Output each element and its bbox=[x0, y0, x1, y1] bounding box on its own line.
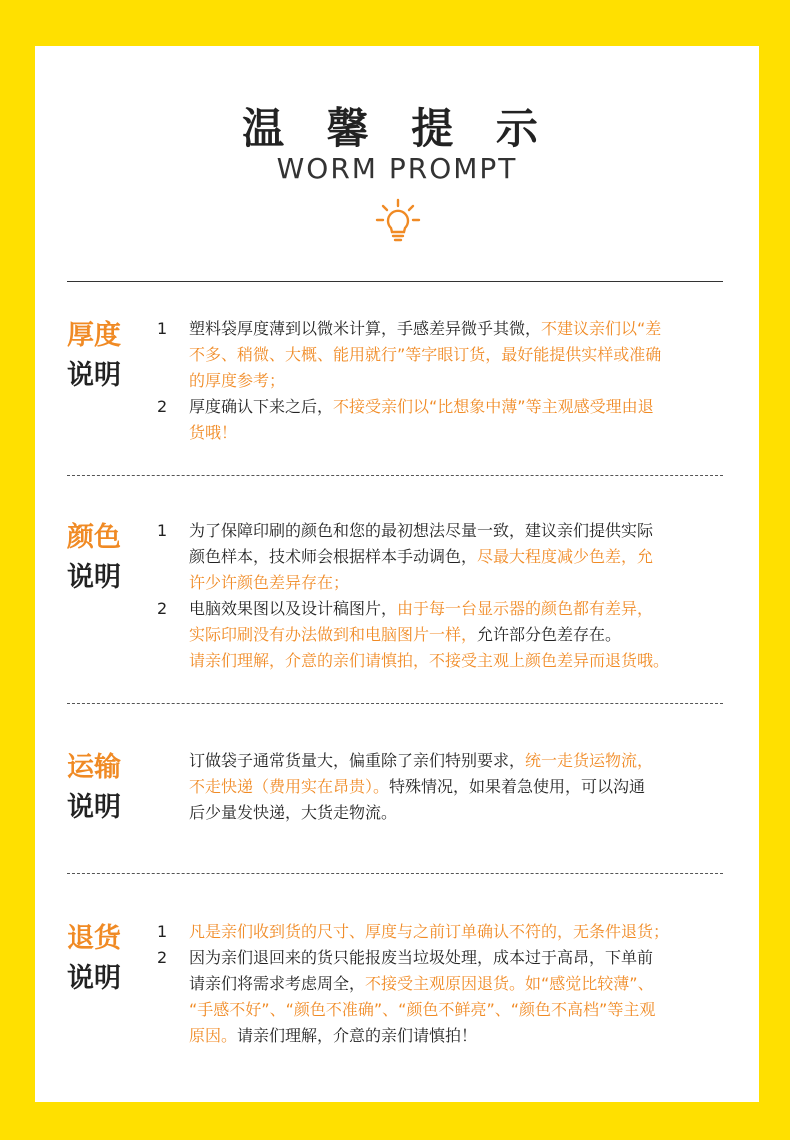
body-text: 允许部分色差存在。 bbox=[477, 625, 622, 644]
item-number: 2 bbox=[157, 397, 168, 416]
item-line bbox=[189, 800, 727, 826]
item-line bbox=[189, 919, 727, 945]
item-line bbox=[189, 1023, 727, 1049]
list-item bbox=[157, 919, 727, 945]
section-heading-label: 说明 bbox=[67, 792, 121, 823]
item-line bbox=[189, 997, 727, 1023]
section-heading-topic: 运输 bbox=[67, 752, 121, 783]
notice-card bbox=[35, 46, 759, 1102]
item-line bbox=[189, 971, 727, 997]
item-line bbox=[189, 342, 727, 368]
list-item bbox=[157, 316, 727, 394]
list-item bbox=[157, 394, 727, 446]
section-heading-topic: 退货 bbox=[67, 923, 121, 954]
highlight-text: 不接受主观原因退货。如“感觉比较薄”、 bbox=[365, 974, 654, 993]
body-text: 电脑效果图以及设计稿图片， bbox=[189, 599, 398, 618]
item-line bbox=[189, 622, 727, 648]
body-text: 因为亲们退回来的货只能报废当垃圾处理，成本过于高昂，下单前 bbox=[189, 948, 654, 967]
item-number: 2 bbox=[157, 948, 168, 967]
body-text: 特殊情况，如果着急使用，可以沟通 bbox=[389, 777, 646, 796]
body-text: 后少量发快递，大货走物流。 bbox=[189, 803, 398, 822]
highlight-text: 原因。 bbox=[189, 1026, 238, 1045]
item-line bbox=[189, 544, 727, 570]
item-line bbox=[189, 596, 727, 622]
section-heading-topic: 厚度 bbox=[67, 320, 121, 351]
body-text: 塑料袋厚度薄到以微米计算，手感差异微乎其微， bbox=[189, 319, 542, 338]
item-line bbox=[189, 420, 727, 446]
item-number: 1 bbox=[157, 922, 168, 941]
highlight-text: 不接受亲们以“比想象中薄”等主观感受理由退 bbox=[333, 397, 654, 416]
highlight-text: 的厚度参考； bbox=[189, 371, 286, 390]
page-title: 温 馨 提 示 bbox=[242, 104, 552, 153]
section-items bbox=[157, 316, 727, 446]
item-line bbox=[189, 945, 727, 971]
item-line bbox=[189, 518, 727, 544]
item-line bbox=[189, 394, 727, 420]
item-line bbox=[189, 648, 727, 674]
item-number: 1 bbox=[157, 521, 168, 540]
highlight-text: 许少许颜色差异存在； bbox=[189, 573, 350, 592]
highlight-text: 由于每一台显示器的颜色都有差异， bbox=[397, 599, 654, 618]
highlight-text: 不走快递（费用实在昂贵）。 bbox=[189, 777, 390, 796]
list-item bbox=[157, 518, 727, 596]
item-line bbox=[189, 570, 727, 596]
highlight-text: “手感不好”、“颜色不准确”、“颜色不鲜亮”、“颜色不高档”等主观 bbox=[189, 1000, 656, 1019]
lightbulb-icon bbox=[375, 198, 421, 244]
body-text: 为了保障印刷的颜色和您的最初想法尽量一致，建议亲们提供实际 bbox=[189, 521, 654, 540]
section-divider bbox=[67, 703, 723, 704]
highlight-text: 请亲们理解，介意的亲们请慎拍，不接受主观上颜色差异而退货哦。 bbox=[189, 651, 670, 670]
item-line bbox=[189, 774, 727, 800]
section-items bbox=[157, 748, 727, 826]
item-line bbox=[189, 316, 727, 342]
section-divider bbox=[67, 873, 723, 874]
highlight-text: 实际印刷没有办法做到和电脑图片一样， bbox=[189, 625, 478, 644]
body-text: 颜色样本，技术师会根据样本手动调色， bbox=[189, 547, 478, 566]
body-text: 请亲们将需求考虑周全， bbox=[189, 974, 366, 993]
section-heading-topic: 颜色 bbox=[67, 522, 121, 553]
section-items bbox=[157, 919, 727, 1049]
section-heading-label: 说明 bbox=[67, 562, 121, 593]
section-heading bbox=[67, 748, 137, 828]
highlight-text: 货哦！ bbox=[189, 423, 238, 442]
item-line bbox=[189, 748, 727, 774]
header-divider bbox=[67, 281, 723, 282]
item-number: 2 bbox=[157, 599, 168, 618]
highlight-text: 统一走货运物流， bbox=[525, 751, 654, 770]
highlight-text: 尽最大程度减少色差，允 bbox=[477, 547, 654, 566]
section-heading bbox=[67, 316, 137, 396]
item-line bbox=[189, 368, 727, 394]
page-subtitle: WORM PROMPT bbox=[276, 152, 518, 185]
section-heading bbox=[67, 919, 137, 999]
body-text: 订做袋子通常货量大，偏重除了亲们特别要求， bbox=[189, 751, 526, 770]
highlight-text: 凡是亲们收到货的尺寸、厚度与之前订单确认不符的，无条件退货； bbox=[189, 922, 670, 941]
section-items bbox=[157, 518, 727, 674]
highlight-text: 不建议亲们以“差 bbox=[541, 319, 662, 338]
section-heading-label: 说明 bbox=[67, 963, 121, 994]
body-text: 厚度确认下来之后， bbox=[189, 397, 334, 416]
body-text: 请亲们理解，介意的亲们请慎拍！ bbox=[237, 1026, 478, 1045]
highlight-text: 不多、稍微、大概、能用就行”等字眼订货，最好能提供实样或准确 bbox=[189, 345, 662, 364]
section-divider bbox=[67, 475, 723, 476]
item-number: 1 bbox=[157, 319, 168, 338]
list-item bbox=[157, 748, 727, 826]
section-heading bbox=[67, 518, 137, 598]
list-item bbox=[157, 596, 727, 674]
list-item bbox=[157, 945, 727, 1049]
section-heading-label: 说明 bbox=[67, 360, 121, 391]
